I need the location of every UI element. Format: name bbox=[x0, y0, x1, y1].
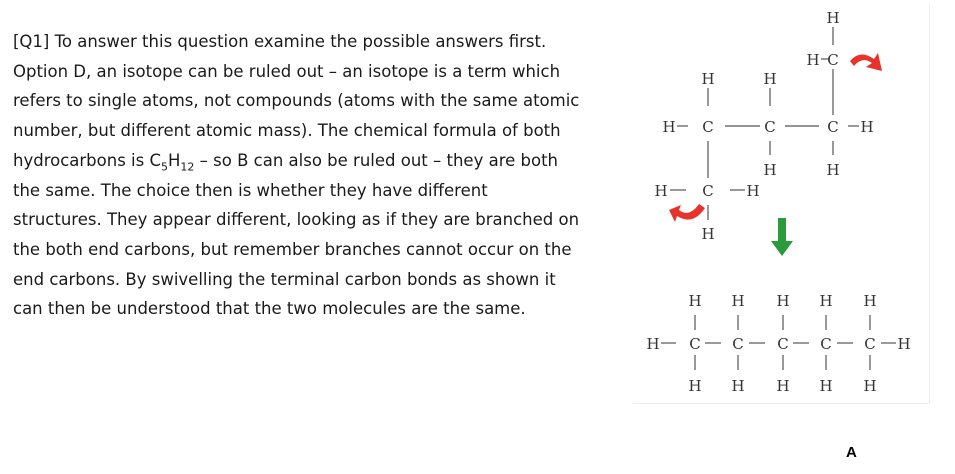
hydrogen-atom-label: H bbox=[826, 9, 840, 27]
hydrogen-atom-label: H bbox=[731, 292, 745, 310]
carbon-atom-label: C bbox=[732, 335, 744, 353]
hydrogen-atom-label: H bbox=[863, 377, 877, 395]
formula-subscript-carbon: 5 bbox=[161, 160, 168, 174]
explanation-line: the both end carbons, but remember branches cannot occur on the bbox=[13, 239, 572, 259]
carbon-atom-label: C bbox=[827, 118, 839, 136]
carbon-atom-label: C bbox=[689, 335, 701, 353]
explanation-line: the same. The choice then is whether they have different bbox=[13, 180, 488, 200]
carbon-atom-label: C bbox=[702, 118, 714, 136]
hydrogen-atom-label: H bbox=[863, 292, 877, 310]
hydrogen-atom-label: H bbox=[776, 377, 790, 395]
carbon-atom-label: C bbox=[864, 335, 876, 353]
hydrogen-atom-label: H bbox=[646, 335, 660, 353]
explanation-line: refers to single atoms, not compounds (atoms with the same atomic bbox=[13, 91, 580, 111]
molecule-diagram bbox=[633, 3, 929, 403]
hydrogen-atom-label: H bbox=[806, 51, 820, 69]
answer-letter: A bbox=[846, 444, 857, 461]
formula-prefix: hydrocarbons is C bbox=[13, 150, 161, 170]
carbon-atom-label: C bbox=[702, 182, 714, 200]
explanation-line: end carbons. By swivelling the terminal carbon bonds as shown it bbox=[13, 269, 556, 289]
swivel-arrow-icon bbox=[669, 204, 705, 222]
explanation-line-formula bbox=[13, 146, 613, 176]
hydrogen-atom-label: H bbox=[688, 377, 702, 395]
hydrogen-atom-label: H bbox=[819, 292, 833, 310]
carbon-atom-label: C bbox=[827, 51, 839, 69]
hydrogen-atom-label: H bbox=[763, 70, 777, 88]
molecule-figure bbox=[633, 3, 930, 404]
hydrogen-atom-label: H bbox=[654, 182, 668, 200]
hydrogen-atom-label: H bbox=[860, 118, 874, 136]
hydrogen-atom-label: H bbox=[731, 377, 745, 395]
hydrogen-atom-label: H bbox=[701, 70, 715, 88]
carbon-atom-label: C bbox=[764, 118, 776, 136]
explanation-line: Option D, an isotope can be ruled out – an isotope is a term which bbox=[13, 61, 561, 81]
explanation-line: [Q1] To answer this question examine the possible answers first. bbox=[13, 32, 547, 51]
carbon-atom-label: C bbox=[820, 335, 832, 353]
explanation-text bbox=[13, 27, 613, 324]
hydrogen-atom-label: H bbox=[662, 118, 676, 136]
hydrogen-atom-label: H bbox=[897, 335, 911, 353]
down-arrow-icon bbox=[771, 218, 793, 256]
hydrogen-atom-label: H bbox=[763, 161, 777, 179]
explanation-line: number, but different atomic mass). The chemical formula of both bbox=[13, 121, 561, 141]
formula-hydrogen: H bbox=[168, 150, 181, 170]
swivel-arrow-icon bbox=[850, 53, 882, 71]
bond-lines bbox=[661, 27, 896, 370]
explanation-line: can then be understood that the two molecules are the same. bbox=[13, 299, 526, 319]
formula-suffix: – so B can also be ruled out – they are both bbox=[194, 150, 559, 170]
hydrogen-atom-label: H bbox=[701, 225, 715, 243]
formula-subscript-hydrogen: 12 bbox=[180, 160, 195, 174]
hydrogen-atom-label: H bbox=[819, 377, 833, 395]
explanation-line: structures. They appear different, looking as if they are branched on bbox=[13, 210, 580, 230]
hydrogen-atom-label: H bbox=[826, 161, 840, 179]
hydrogen-atom-label: H bbox=[746, 182, 760, 200]
carbon-atom-label: C bbox=[777, 335, 789, 353]
hydrogen-atom-label: H bbox=[688, 292, 702, 310]
hydrogen-atom-label: H bbox=[776, 292, 790, 310]
